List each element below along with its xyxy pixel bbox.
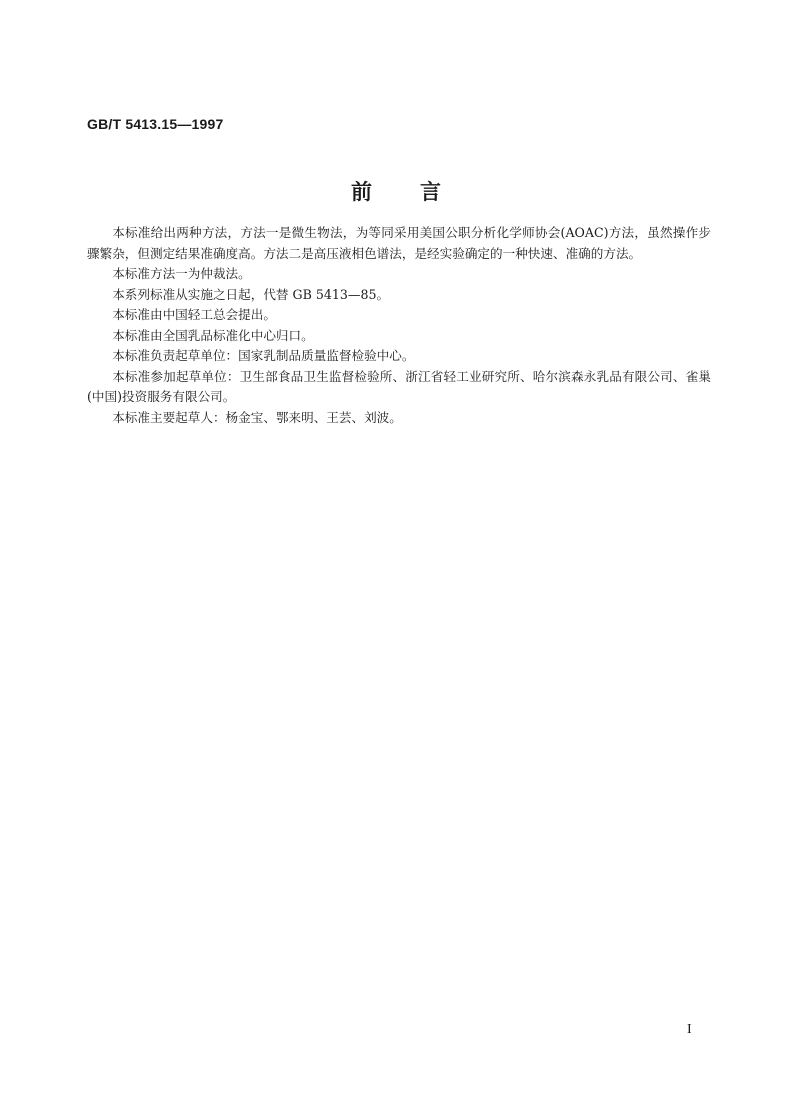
paragraph-main-drafters: 本标准主要起草人：杨金宝、鄂来明、王芸、刘波。	[112, 409, 402, 425]
standard-number: GB/T 5413.15—1997	[87, 116, 224, 132]
paragraph-responsible-drafter: 本标准负责起草单位：国家乳制品质量监督检验中心。	[112, 348, 415, 363]
foreword-body	[87, 223, 711, 428]
paragraph-participating-drafters: 本标准参加起草单位：卫生部食品卫生监督检验所、浙江省轻工业研究所、哈尔滨森永乳品有限公司、雀巢(中国)投资服务有限公司。	[87, 368, 711, 404]
paragraph-centralized: 本标准由全国乳品标准化中心归口。	[112, 327, 314, 343]
paragraph-replacement: 本系列标准从实施之日起，代替 GB 5413—85。	[112, 286, 390, 302]
paragraph-proposer: 本标准由中国轻工总会提出。	[112, 307, 276, 322]
foreword-title: 前言	[351, 180, 489, 204]
paragraph-methods: 本标准给出两种方法，方法一是微生物法，为等同采用美国公职分析化学师协会(AOAC)方法，虽然操作步骤繁杂，但测定结果准确度高。方法二是高压液相色谱法，是经实验确定的一种快速、准确的方法。	[87, 225, 711, 261]
page-number: I	[687, 1022, 692, 1037]
paragraph-arbitration: 本标准方法一为仲裁法。	[112, 266, 251, 281]
